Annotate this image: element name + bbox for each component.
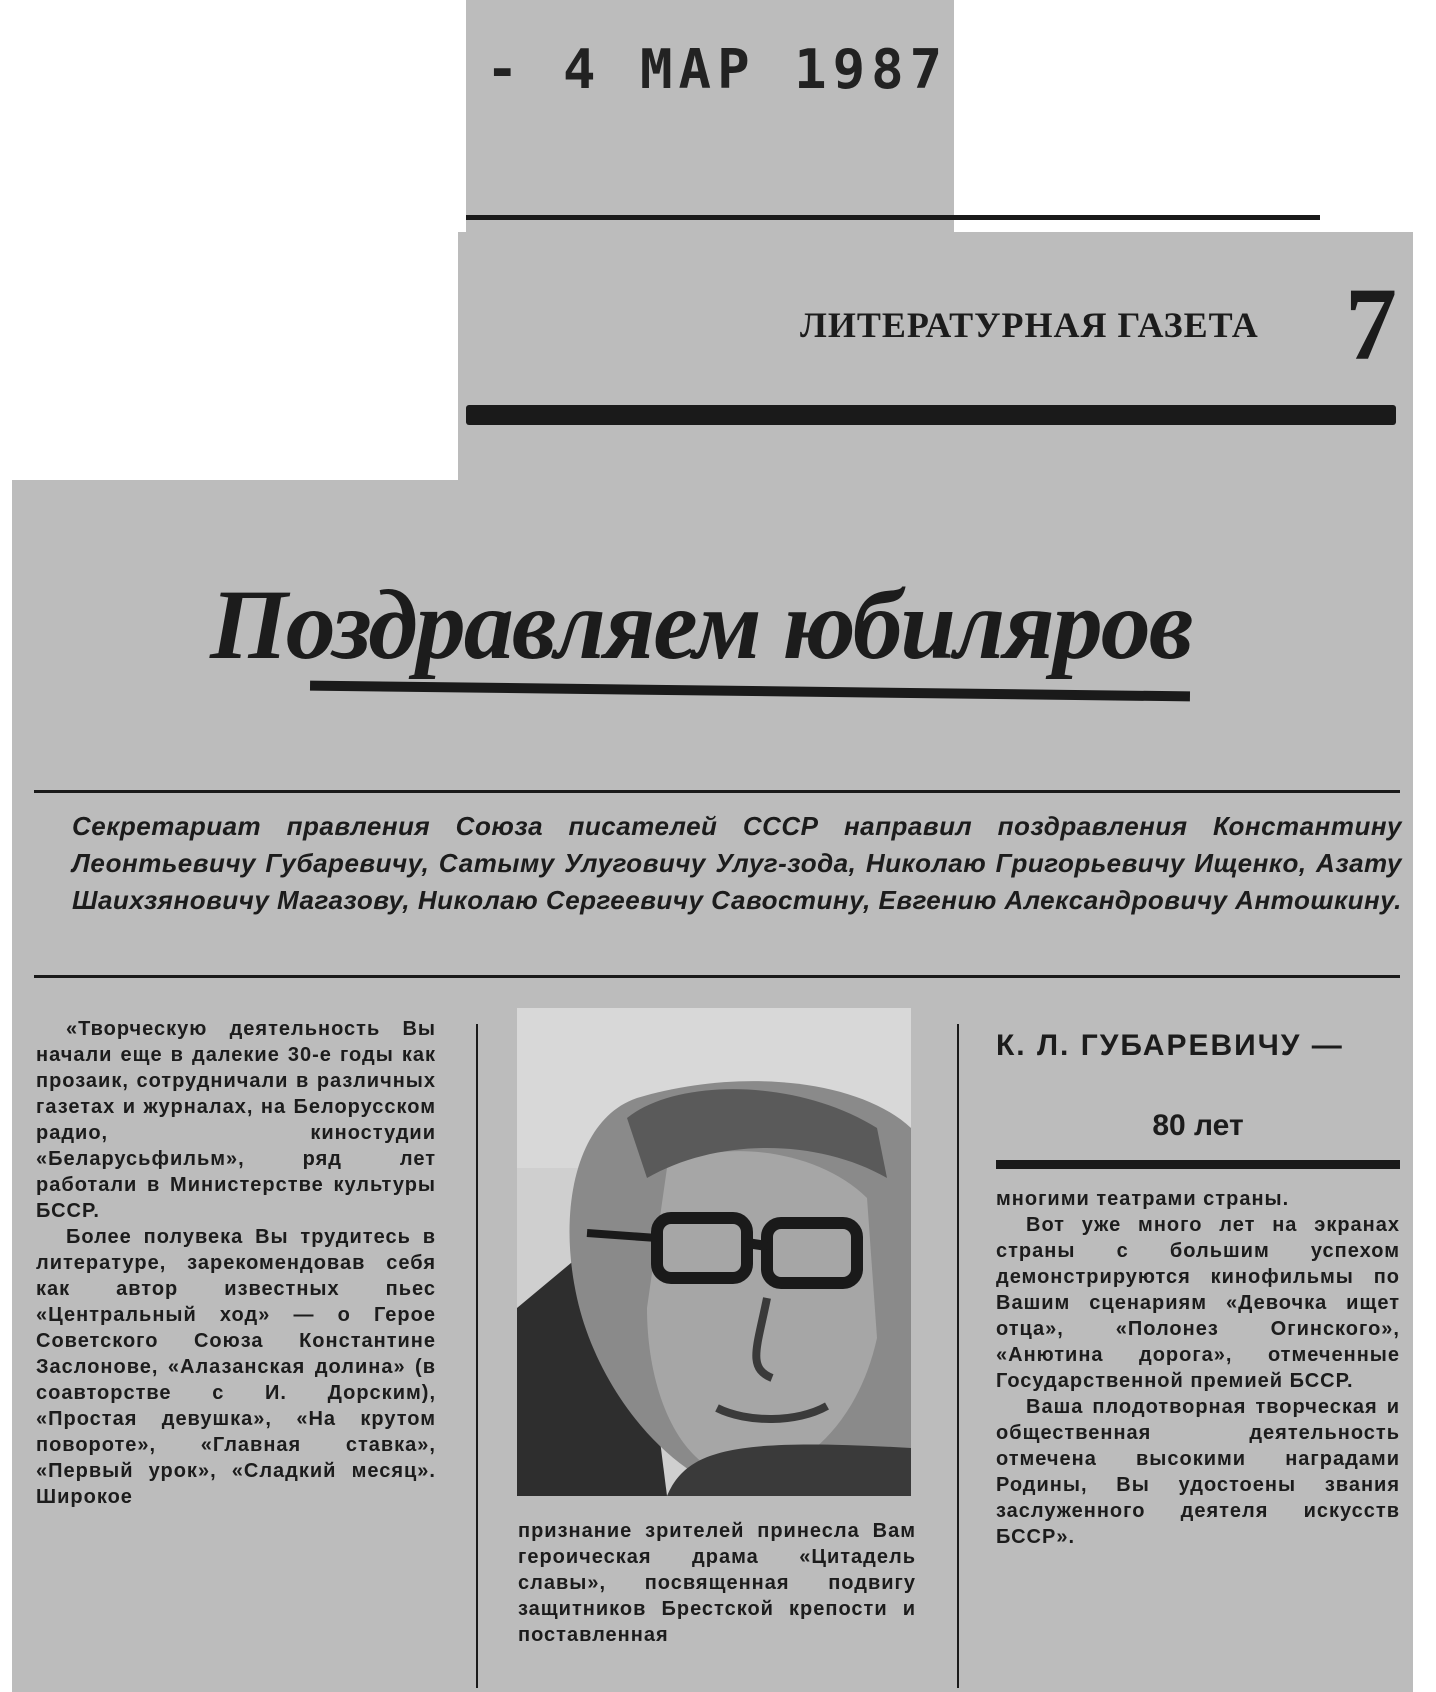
- recipient-age: 80 лет: [1152, 1109, 1244, 1142]
- paragraph: признание зрителей принесла Вам героическая драма «Цитадель славы», посвященная подвигу защитников Брестской крепости и поставленная: [518, 1520, 916, 1646]
- intro-paragraph: Секретариат правления Союза писателей СССР направил поздравления Константину Леонтьевичу Губаревичу, Сатыму Улуговичу Улуг-зода, Николаю Григорьевичу Ищенко, Азату Шаихзяновичу Магазову, Николаю Сергеевичу Савостину, Евгению Александровичу Антошкину.: [72, 811, 1402, 915]
- paragraph: Ваша плодотворная творческая и общественная деятельность отмечена высокими наградами Родины, Вы удостоены звания заслуженного деятеля искусств БССР».: [996, 1396, 1400, 1548]
- recipient-name: К. Л. ГУБАРЕВИЧУ —: [996, 1029, 1344, 1062]
- heading-divider: [34, 790, 1400, 793]
- portrait-photo: [517, 1008, 911, 1496]
- paragraph: Более полувека Вы трудитесь в литературе, зарекомендовав себя как автор известных пьес «Центральный ход» — о Герое Советского Союза Константине Заслонове, «Алазанская долина» (в соавторстве с И. Дорским), «Простая девушка», «На крутом повороте», «Главная ставка», «Первый урок», «Сладкий месяц». Широкое: [36, 1226, 436, 1508]
- article-column-left: [36, 1016, 436, 1688]
- header-bottom-rule: [466, 405, 1396, 425]
- article-column-middle: [518, 1518, 916, 1688]
- paragraph: Вот уже много лет на экранах страны с большим успехом демонстрируются кинофильмы по Вашим сценариям «Девочка ищет отца», «Полонез Огинского», «Анютина дорога», отмеченные Государственной премией БССР.: [996, 1214, 1400, 1392]
- age-divider: [996, 1160, 1400, 1169]
- date-stamp: - 4 МАР 1987: [486, 38, 949, 101]
- section-heading: Поздравляем юбиляров: [210, 569, 1192, 680]
- page-number: 7: [1345, 267, 1397, 382]
- clipping-header-area: [458, 232, 1413, 492]
- article-column-right: [996, 1186, 1400, 1686]
- intro-divider: [34, 975, 1400, 978]
- column-separator-right: [957, 1024, 959, 1688]
- header-top-rule: [466, 215, 1320, 220]
- column-separator-left: [476, 1024, 478, 1688]
- paragraph: «Творческую деятельность Вы начали еще в далекие 30-е годы как прозаик, сотрудничали в различных газетах и журналах, на Белорусском радио, киностудии «Беларусьфильм», ряд лет работали в Министерстве культуры БССР.: [36, 1018, 436, 1222]
- paragraph: многими театрами страны.: [996, 1188, 1290, 1210]
- newspaper-title: ЛИТЕРАТУРНАЯ ГАЗЕТА: [800, 305, 1259, 345]
